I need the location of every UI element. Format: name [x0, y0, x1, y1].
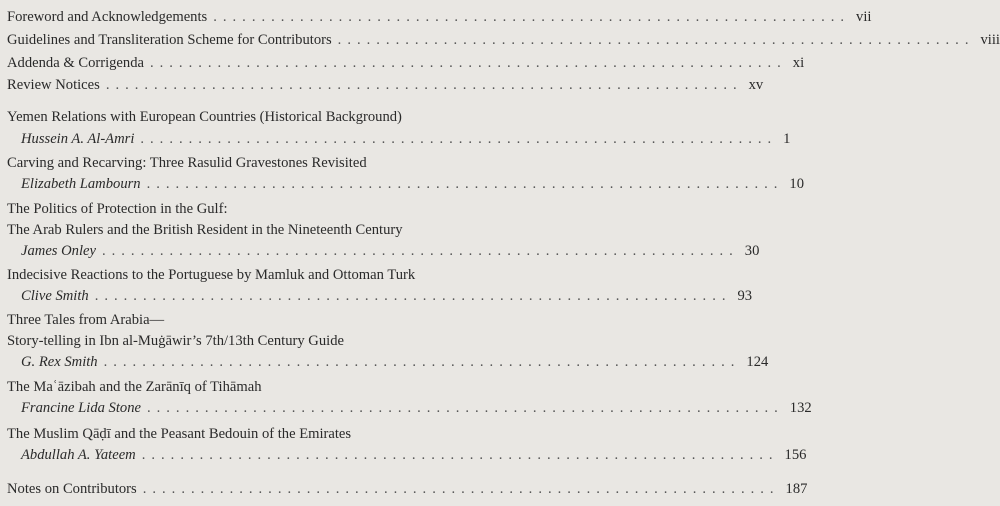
- entry-page: 93: [737, 288, 753, 304]
- leader-dots: ..................................................................: [149, 55, 787, 71]
- leader-dots: ..................................................................: [103, 354, 741, 370]
- article-author: Clive Smith: [21, 288, 89, 304]
- article-author: James Onley: [21, 243, 96, 259]
- toc-entry-article: [21, 129, 791, 149]
- leader-dots: ..................................................................: [146, 176, 784, 192]
- toc-entry-guidelines: [7, 30, 1000, 50]
- article-author: Abdullah A. Yateem: [21, 447, 136, 463]
- entry-page: 10: [789, 176, 804, 192]
- article-author: G. Rex Smith: [21, 354, 98, 370]
- article-author: Francine Lida Stone: [21, 400, 141, 416]
- entry-page: 187: [785, 481, 808, 497]
- toc-entry-review-notices: [7, 75, 764, 95]
- article-author: Elizabeth Lambourn: [21, 176, 141, 192]
- leader-dots: ..................................................................: [105, 77, 743, 93]
- article-title: The Muslim Qāḍī and the Peasant Bedouin of the Emirates: [7, 426, 352, 442]
- article-title: The Politics of Protection in the Gulf:: [7, 201, 228, 217]
- entry-title: Review Notices: [7, 77, 100, 93]
- toc-entry-foreword: [7, 7, 872, 27]
- article-title: Story-telling in Ibn al-Muġāwir’s 7th/13th Century Guide: [7, 333, 344, 349]
- article-title: Three Tales from Arabia—: [7, 312, 165, 328]
- article-title: Indecisive Reactions to the Portuguese by Mamluk and Ottoman Turk: [7, 267, 416, 283]
- entry-page: xi: [792, 55, 805, 71]
- toc-entry-article: [21, 398, 812, 418]
- toc-entry-notes-on-contributors: [7, 479, 808, 499]
- entry-page: 1: [783, 131, 791, 147]
- entry-title: Guidelines and Transliteration Scheme for Contributors: [7, 32, 332, 48]
- entry-page: xv: [748, 77, 764, 93]
- article-author: Hussein A. Al-Amri: [21, 131, 135, 147]
- toc-entry-article: [21, 445, 807, 465]
- article-title: Yemen Relations with European Countries (Historical Background): [7, 109, 402, 125]
- leader-dots: ..................................................................: [213, 9, 851, 25]
- toc-entry-addenda: [7, 53, 805, 73]
- article-title: The Arab Rulers and the British Resident in the Nineteenth Century: [7, 222, 403, 238]
- leader-dots: ..................................................................: [146, 400, 784, 416]
- entry-page: vii: [856, 9, 872, 25]
- entry-title: Foreword and Acknowledgements: [7, 9, 208, 25]
- toc-entry-article: [21, 174, 804, 194]
- article-title: Carving and Recarving: Three Rasulid Gravestones Revisited: [7, 155, 367, 171]
- leader-dots: ..................................................................: [337, 32, 975, 48]
- leader-dots: ..................................................................: [142, 481, 780, 497]
- entry-page: 30: [744, 243, 760, 259]
- leader-dots: ..................................................................: [140, 131, 778, 147]
- leader-dots: ..................................................................: [141, 447, 779, 463]
- toc-entry-article: [21, 241, 760, 261]
- leader-dots: ..................................................................: [101, 243, 739, 259]
- leader-dots: ..................................................................: [94, 288, 732, 304]
- entry-page: viii: [980, 32, 1000, 48]
- toc-entry-article: [21, 286, 753, 306]
- toc-entry-article: [21, 352, 769, 372]
- entry-title: Addenda & Corrigenda: [7, 55, 144, 71]
- article-title: The Maʿāzibah and the Zarānīq of Tihāmah: [7, 379, 262, 395]
- entry-title: Notes on Contributors: [7, 481, 137, 497]
- entry-page: 124: [746, 354, 769, 370]
- entry-page: 132: [789, 400, 812, 416]
- entry-page: 156: [784, 447, 807, 463]
